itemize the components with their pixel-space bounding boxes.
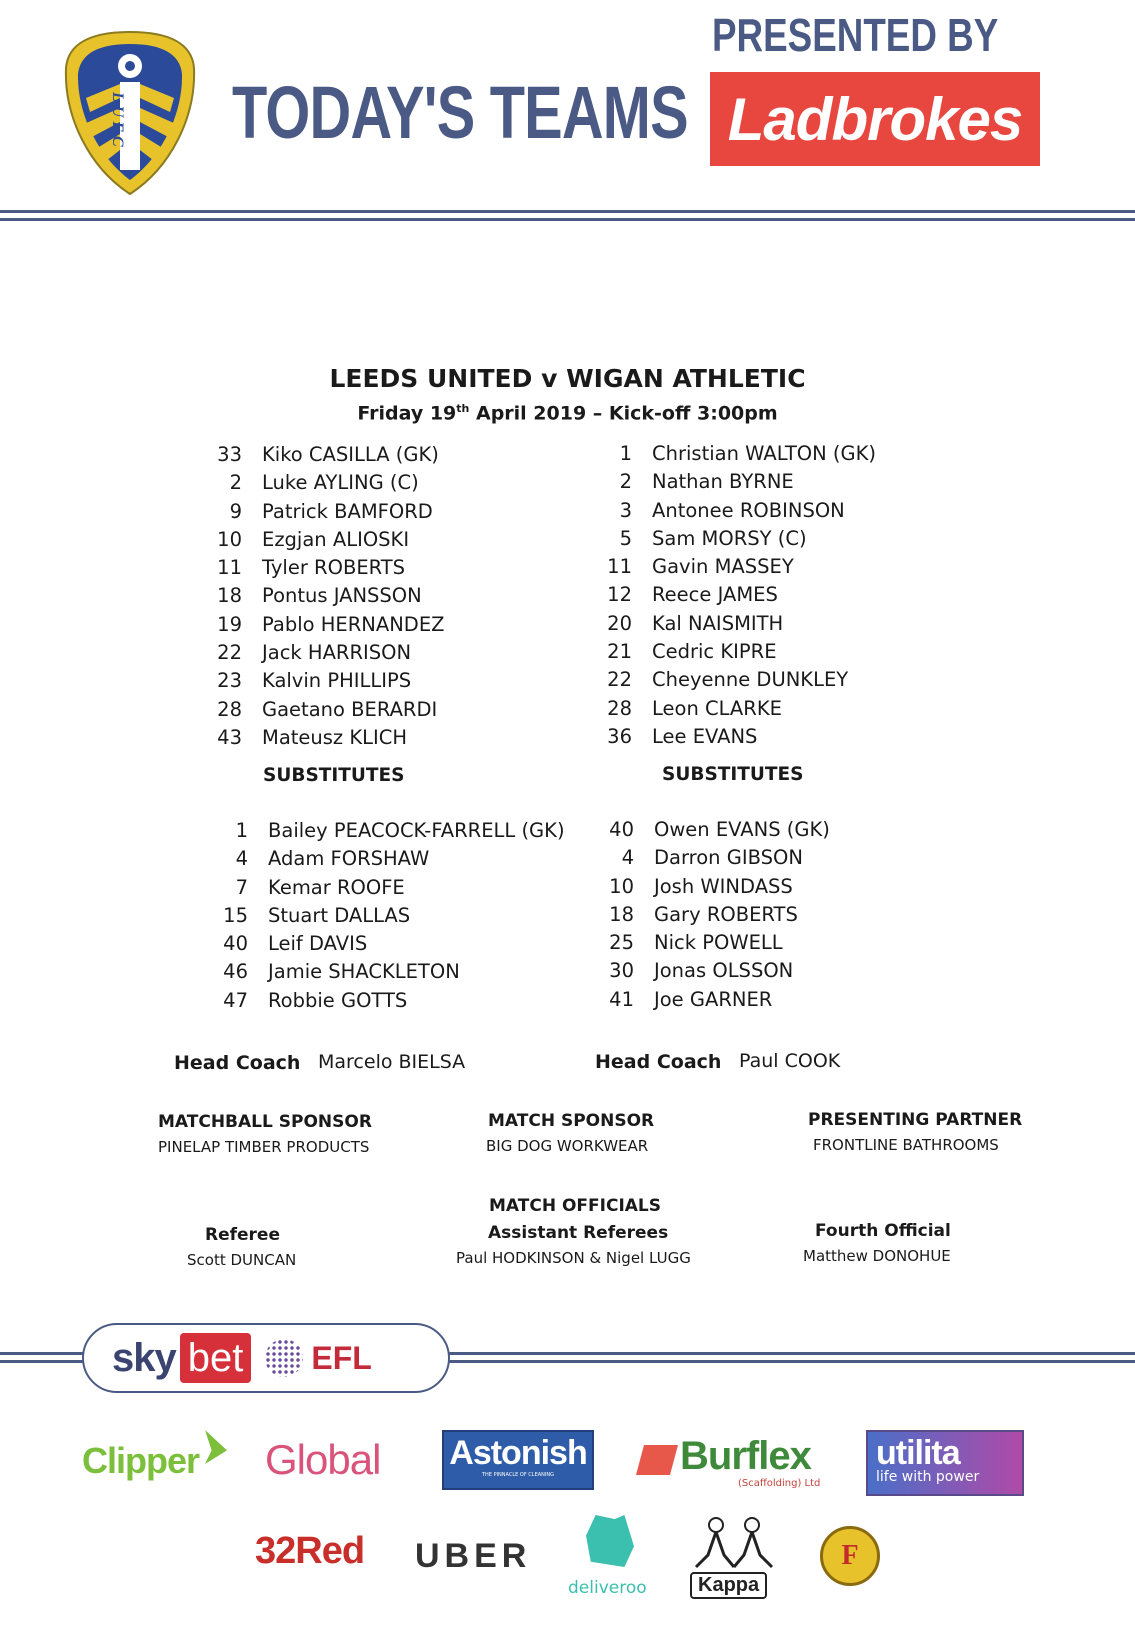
away-coach-name: Paul COOK — [739, 1050, 841, 1072]
match-date-rest: April 2019 – Kick-off 3:00pm — [469, 402, 778, 425]
uber-logo: UBER — [415, 1537, 532, 1575]
player-name: Sam MORSY (C) — [652, 526, 807, 550]
fosters-letter: F — [841, 1540, 859, 1571]
player-number: 21 — [607, 640, 632, 664]
player-name: Pontus JANSSON — [262, 584, 422, 608]
clipper-logo: Clipper — [82, 1440, 200, 1481]
player-number: 5 — [619, 526, 632, 550]
player-name: Gaetano BERARDI — [262, 697, 438, 721]
player-name: Reece JAMES — [652, 583, 778, 607]
efl-ball-icon — [265, 1339, 303, 1377]
astonish-wordmark: Astonish — [449, 1434, 587, 1472]
referee-label: Referee — [205, 1225, 280, 1245]
presented-by-label: PRESENTED BY — [712, 9, 999, 61]
player-row — [582, 873, 830, 901]
burflex-icon — [636, 1445, 678, 1475]
match-date-suffix: th — [456, 402, 470, 415]
player-name: Adam FORSHAW — [268, 847, 430, 871]
away-substitutes — [582, 816, 830, 1014]
player-row — [582, 957, 830, 985]
player-name: Leif DAVIS — [268, 932, 368, 956]
player-name: Cedric KIPRE — [652, 640, 777, 664]
player-name: Jamie SHACKLETON — [268, 960, 460, 984]
player-number: 28 — [217, 697, 242, 721]
player-name: Antonee ROBINSON — [652, 498, 845, 522]
player-number: 43 — [217, 725, 242, 749]
player-number: 22 — [607, 668, 632, 692]
home-substitutes — [196, 817, 565, 1015]
player-row — [580, 666, 876, 694]
player-row — [580, 525, 876, 553]
player-number: 4 — [621, 846, 634, 870]
player-number: 22 — [217, 641, 242, 665]
player-name: Bailey PEACOCK-FARRELL (GK) — [268, 819, 565, 842]
player-row — [190, 639, 445, 667]
player-name: Cheyenne DUNKLEY — [652, 668, 849, 692]
page-title: TODAY'S TEAMS — [232, 71, 688, 154]
fourth-official: Matthew DONOHUE — [803, 1247, 951, 1265]
match-date — [0, 402, 1135, 424]
player-name: Kiko CASILLA (GK) — [262, 443, 439, 466]
player-name: Pablo HERNANDEZ — [262, 612, 445, 636]
player-number: 25 — [609, 931, 634, 955]
player-row — [196, 874, 565, 902]
player-number: 33 — [217, 443, 242, 466]
match-sponsor-label: MATCH SPONSOR — [488, 1111, 655, 1131]
player-row — [580, 553, 876, 581]
player-row — [196, 902, 565, 930]
player-row — [196, 958, 565, 986]
player-number: 2 — [229, 471, 242, 495]
player-number: 23 — [217, 669, 242, 693]
32red-logo: 32Red — [255, 1530, 365, 1572]
player-number: 18 — [609, 902, 634, 926]
player-number: 1 — [619, 442, 632, 465]
utilita-tagline: life with power — [876, 1469, 980, 1485]
player-number: 9 — [229, 499, 242, 523]
player-number: 1 — [235, 819, 248, 842]
player-number: 7 — [235, 875, 248, 899]
player-row — [190, 724, 445, 752]
away-coach-label: Head Coach — [595, 1051, 722, 1073]
player-name: Christian WALTON (GK) — [652, 442, 877, 465]
player-name: Joe GARNER — [654, 987, 773, 1011]
presenting-partner-label: PRESENTING PARTNER — [808, 1110, 1023, 1130]
player-row — [196, 845, 565, 873]
player-name: Owen EVANS (GK) — [654, 818, 830, 841]
match-officials-heading: MATCH OFFICIALS — [489, 1196, 662, 1216]
player-number: 10 — [217, 527, 242, 551]
player-row — [582, 986, 830, 1014]
match-sponsor: BIG DOG WORKWEAR — [486, 1137, 649, 1155]
player-number: 2 — [619, 470, 632, 494]
player-number: 4 — [235, 847, 248, 871]
away-substitutes-heading: SUBSTITUTES — [662, 764, 804, 785]
player-number: 18 — [217, 584, 242, 608]
referee-name: Scott DUNCAN — [187, 1251, 297, 1269]
leeds-united-crest — [60, 28, 200, 198]
player-name: Kal NAISMITH — [652, 611, 784, 635]
player-name: Kalvin PHILLIPS — [262, 669, 412, 693]
player-row — [580, 610, 876, 638]
fourth-official-label: Fourth Official — [815, 1221, 951, 1241]
burflex-logo: Burflex — [680, 1434, 811, 1478]
sky-wordmark: sky — [112, 1335, 176, 1380]
player-name: Stuart DALLAS — [268, 903, 411, 927]
player-name: Gavin MASSEY — [652, 555, 794, 579]
player-row — [580, 497, 876, 525]
player-row — [190, 696, 445, 724]
player-row — [190, 469, 445, 497]
player-row — [580, 723, 876, 751]
player-name: Nathan BYRNE — [652, 470, 794, 494]
ladbrokes-logo: Ladbrokes — [710, 72, 1040, 166]
player-row — [582, 816, 830, 844]
player-row — [580, 581, 876, 609]
player-number: 46 — [223, 960, 248, 984]
player-number: 40 — [223, 932, 248, 956]
home-substitutes-heading: SUBSTITUTES — [263, 765, 405, 786]
deliveroo-kangaroo-icon — [586, 1515, 634, 1567]
player-number: 10 — [609, 874, 634, 898]
assistant-referees-label: Assistant Referees — [488, 1223, 669, 1243]
player-name: Luke AYLING (C) — [262, 471, 419, 495]
player-row — [190, 498, 445, 526]
kappa-logo: Kappa — [690, 1572, 767, 1599]
player-number: 11 — [217, 556, 242, 580]
player-row — [190, 441, 445, 469]
player-name: Nick POWELL — [654, 931, 783, 955]
player-number: 3 — [619, 498, 632, 522]
crest-lettering: LUFC — [109, 92, 126, 151]
player-row — [190, 582, 445, 610]
efl-wordmark: EFL — [311, 1339, 372, 1376]
matchball-sponsor: PINELAP TIMBER PRODUCTS — [158, 1138, 370, 1156]
kappa-figures-icon — [688, 1515, 780, 1571]
player-number: 19 — [217, 612, 242, 636]
presenting-partner: FRONTLINE BATHROOMS — [813, 1136, 999, 1154]
header-rule-bottom — [0, 218, 1135, 221]
header-rule-top — [0, 210, 1135, 213]
player-number: 20 — [607, 611, 632, 635]
player-row — [580, 468, 876, 496]
player-number: 30 — [609, 959, 634, 983]
player-name: Ezgjan ALIOSKI — [262, 527, 410, 551]
sky-bet-efl-logo — [82, 1323, 450, 1393]
home-coach-label: Head Coach — [174, 1052, 301, 1074]
match-title: LEEDS UNITED v WIGAN ATHLETIC — [329, 364, 806, 393]
global-logo: Global — [265, 1436, 381, 1483]
player-row — [582, 844, 830, 872]
player-number: 47 — [223, 988, 248, 1012]
player-row — [580, 440, 876, 468]
deliveroo-logo: deliveroo — [568, 1578, 647, 1598]
assistant-referees: Paul HODKINSON & Nigel LUGG — [456, 1249, 691, 1267]
player-row — [190, 667, 445, 695]
astonish-tagline: THE PINNACLE OF CLEANING — [482, 1472, 554, 1478]
player-name: Lee EVANS — [652, 724, 758, 748]
player-number: 28 — [607, 696, 632, 720]
player-row — [580, 695, 876, 723]
player-number: 36 — [607, 724, 632, 748]
player-row — [196, 817, 565, 845]
player-name: Tyler ROBERTS — [262, 556, 406, 580]
fosters-logo — [820, 1526, 880, 1586]
astonish-logo — [442, 1430, 594, 1490]
player-row — [196, 987, 565, 1015]
player-name: Darron GIBSON — [654, 846, 803, 870]
matchball-sponsor-label: MATCHBALL SPONSOR — [158, 1112, 372, 1132]
away-starting-lineup — [580, 440, 876, 751]
player-number: 15 — [223, 903, 248, 927]
player-row — [190, 526, 445, 554]
player-number: 11 — [607, 555, 632, 579]
home-starting-lineup — [190, 441, 445, 752]
player-row — [582, 901, 830, 929]
burflex-subtitle: (Scaffolding) Ltd — [738, 1478, 821, 1489]
home-coach-name: Marcelo BIELSA — [318, 1051, 466, 1073]
player-row — [196, 930, 565, 958]
player-row — [580, 638, 876, 666]
player-name: Jack HARRISON — [262, 641, 412, 665]
utilita-logo — [866, 1430, 1024, 1496]
player-name: Leon CLARKE — [652, 696, 782, 720]
player-name: Robbie GOTTS — [268, 988, 408, 1012]
player-name: Jonas OLSSON — [654, 959, 794, 983]
match-date-day: Friday 19 — [357, 402, 457, 425]
utilita-wordmark: utilita — [876, 1434, 960, 1472]
player-row — [190, 611, 445, 639]
player-name: Patrick BAMFORD — [262, 499, 433, 523]
player-name: Mateusz KLICH — [262, 725, 408, 749]
player-number: 12 — [607, 583, 632, 607]
bet-wordmark: bet — [180, 1333, 252, 1383]
clipper-swoosh-icon — [205, 1430, 227, 1464]
player-name: Gary ROBERTS — [654, 902, 798, 926]
player-name: Kemar ROOFE — [268, 875, 405, 899]
player-row — [190, 554, 445, 582]
player-row — [582, 929, 830, 957]
player-name: Josh WINDASS — [654, 874, 793, 898]
player-number: 40 — [609, 818, 634, 841]
player-number: 41 — [609, 987, 634, 1011]
